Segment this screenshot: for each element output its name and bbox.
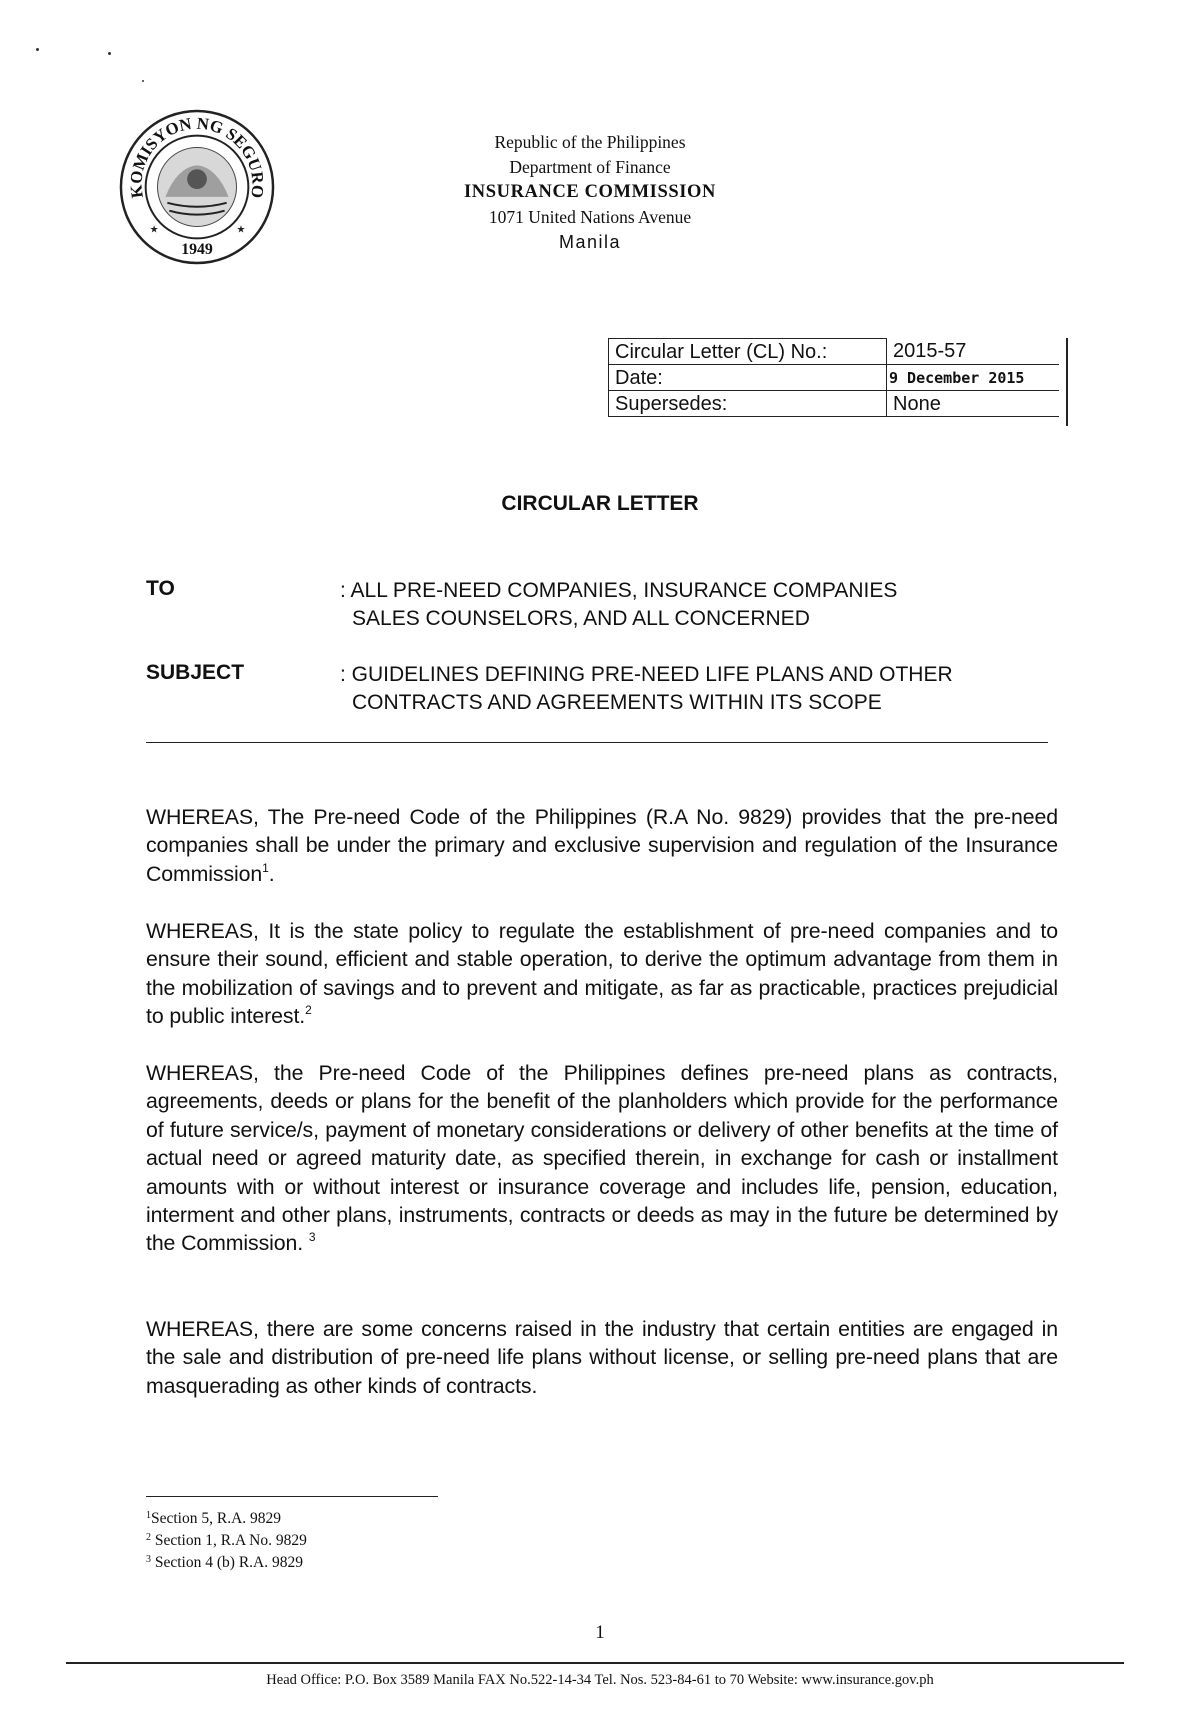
- paragraph-text: WHEREAS, the Pre-need Code of the Philippines defines pre-need plans as contracts, agreements, deeds or plans for the benefit of the planholders which provide for the performance of future service/s, payment of monetary considerations or delivery of other benefits at the time of actual need or agreed maturity date, as specified therein, in exchange for cash or installment amounts with or without interest or insurance coverage and includes life, pension, education, interment and other plans, instruments, contracts or deeds as may in the future be determined by the Commission.: [146, 1061, 1058, 1256]
- footnote-ref: 3: [308, 1230, 316, 1245]
- supersedes-value: None: [887, 391, 1060, 417]
- table-row: [609, 365, 1060, 391]
- whereas-paragraph-1: [146, 803, 1058, 888]
- to-line-2: SALES COUNSELORS, AND ALL CONCERNED: [352, 607, 810, 630]
- paragraph-text: WHEREAS, It is the state policy to regulate the establishment of pre-need companies and to ensure their sound, efficient and stable operation, to derive the optimum advantage from them in the mobilization of savings and to prevent and mitigate, as far as practicable, practices prejudicial to public interest.: [146, 919, 1058, 1029]
- letterhead-commission: INSURANCE COMMISSION: [463, 182, 716, 202]
- cl-number-label: Circular Letter (CL) No.:: [609, 339, 887, 365]
- scan-speck: [108, 52, 111, 55]
- footnote-text: Section 1, R.A No. 9829: [154, 1532, 307, 1549]
- paragraph-text: WHEREAS, The Pre-need Code of the Philippines (R.A No. 9829) provides that the pre-need companies shall be under the primary and exclusive supervision and regulation of the Insurance Commission: [146, 805, 1058, 886]
- footnote-number: 3: [146, 1554, 151, 1565]
- table-row: [609, 391, 1060, 417]
- paragraph-text: .: [268, 861, 275, 886]
- to-recipients: [340, 577, 1080, 633]
- svg-text:★: ★: [236, 224, 246, 236]
- whereas-paragraph-4: [146, 1315, 1058, 1400]
- subject-label: SUBJECT: [146, 661, 245, 684]
- footnote: [146, 1552, 307, 1574]
- footnotes: [146, 1508, 307, 1574]
- svg-text:★: ★: [149, 224, 159, 236]
- footnote-text: Section 4 (b) R.A. 9829: [154, 1554, 303, 1571]
- footnote-ref: 2: [305, 1003, 312, 1018]
- supersedes-label: Supersedes:: [609, 391, 887, 417]
- letterhead: [380, 130, 800, 255]
- footnote-ref: 1: [262, 860, 269, 875]
- date-label: Date:: [609, 365, 887, 391]
- footnote-divider: [146, 1496, 438, 1497]
- table-edge-line: [1066, 338, 1068, 426]
- footnote: [146, 1508, 307, 1530]
- divider: [146, 742, 1048, 743]
- page-number: 1: [595, 1622, 605, 1643]
- seal-year: 1949: [181, 241, 213, 259]
- letterhead-republic: Republic of the Philippines: [494, 132, 686, 152]
- cl-number-value: 2015-57: [887, 339, 1060, 365]
- footer-contact: Head Office: P.O. Box 3589 Manila FAX No.522-14-34 Tel. Nos. 523-84-61 to 70 Website: www.insurance.gov.ph: [266, 1672, 934, 1688]
- letterhead-address: 1071 United Nations Avenue: [488, 207, 692, 227]
- subject-text: [340, 661, 1080, 717]
- insurance-commission-seal: [118, 108, 276, 266]
- scan-speck: [36, 48, 39, 51]
- date-value: 9 December 2015: [887, 365, 1060, 391]
- to-line-1: : ALL PRE-NEED COMPANIES, INSURANCE COMPANIES: [340, 579, 898, 602]
- to-label: TO: [146, 577, 175, 600]
- circular-info-table: [608, 338, 1059, 417]
- subject-line-1: : GUIDELINES DEFINING PRE-NEED LIFE PLANS AND OTHER: [340, 663, 953, 686]
- footnote-number: 1: [146, 1510, 151, 1521]
- whereas-paragraph-3: [146, 1059, 1058, 1258]
- seal-text: KOMISYON NG SEGURO: [126, 113, 268, 200]
- whereas-paragraph-2: [146, 917, 1058, 1031]
- document-heading: CIRCULAR LETTER: [501, 492, 699, 515]
- paragraph-text: WHEREAS, there are some concerns raised in the industry that certain entities are engaged in the sale and distribution of pre-need life plans without license, or selling pre-need plans that are masquerading as other kinds of contracts.: [146, 1317, 1058, 1398]
- footnote: [146, 1530, 307, 1552]
- footnote-text: Section 5, R.A. 9829: [151, 1510, 282, 1527]
- footnote-number: 2: [146, 1532, 151, 1543]
- subject-line-2: CONTRACTS AND AGREEMENTS WITHIN ITS SCOPE: [352, 691, 882, 714]
- table-row: [609, 339, 1060, 365]
- scan-speck: [142, 80, 144, 82]
- footer-divider: [66, 1662, 1124, 1664]
- letterhead-city: Manila: [558, 232, 622, 252]
- letterhead-department: Department of Finance: [509, 157, 671, 177]
